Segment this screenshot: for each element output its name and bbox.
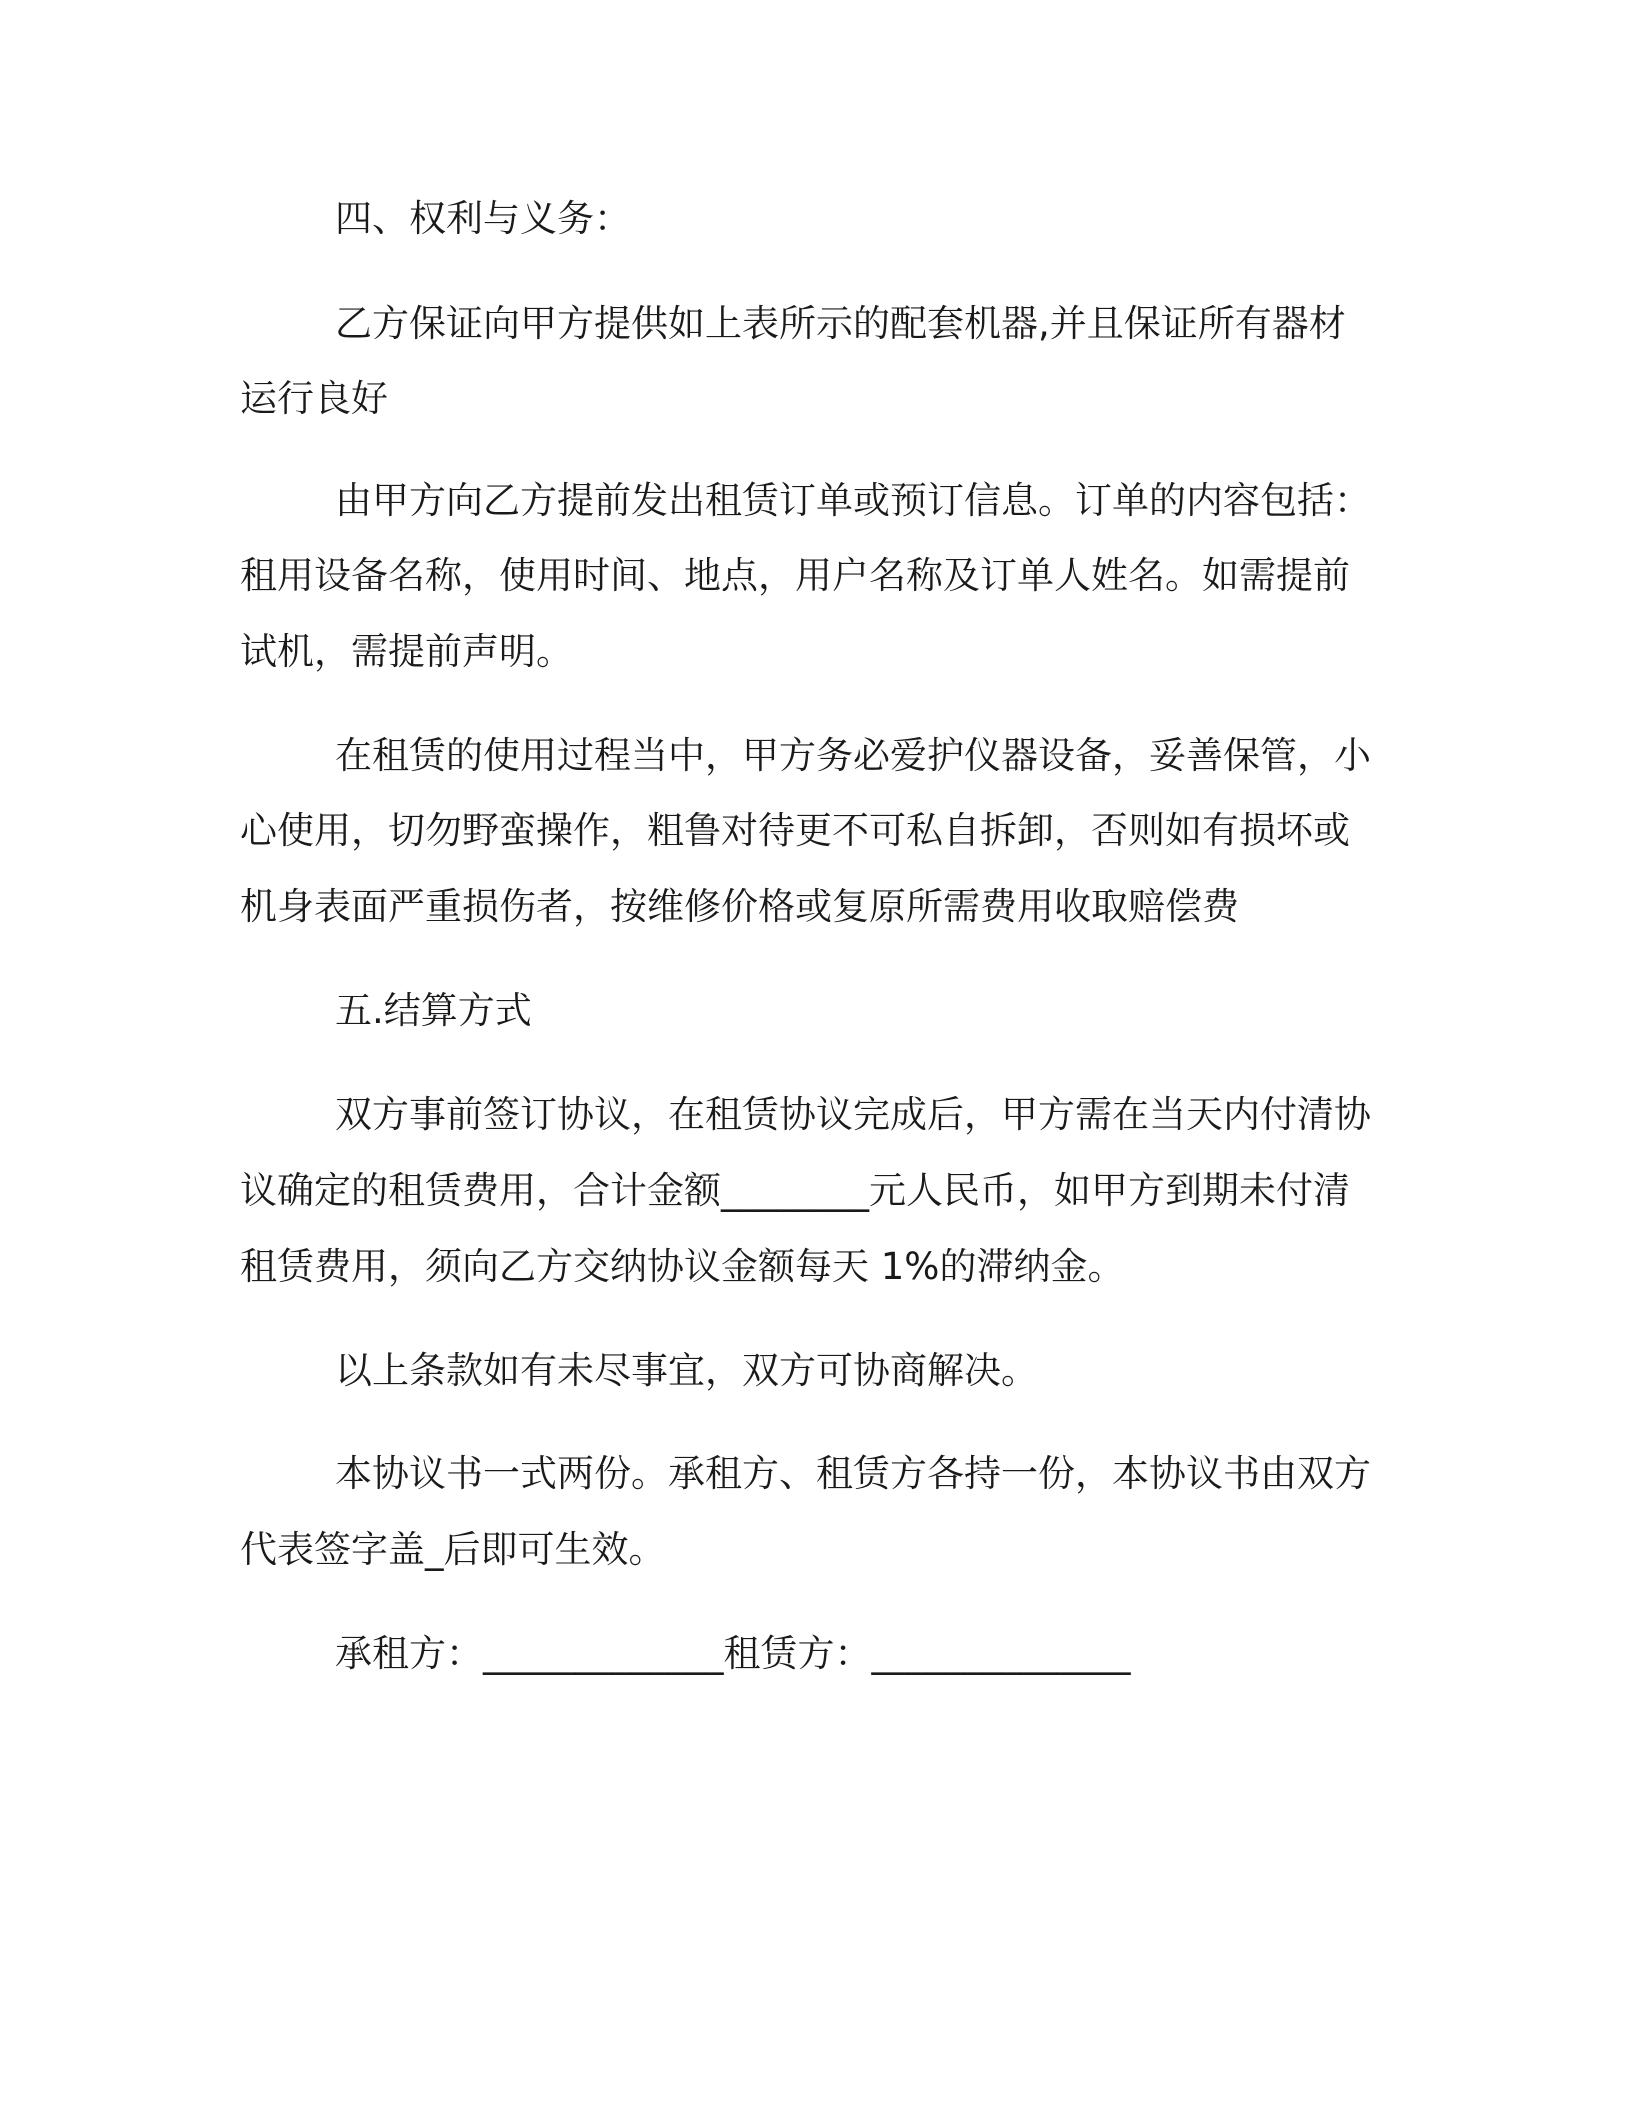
- paragraph-settlement-line2: 议确定的租赁费用，合计金额________元人民币，如甲方到期未付清: [240, 1169, 1350, 1212]
- paragraph-order-info-line3: 试机，需提前声明。: [240, 630, 573, 673]
- paragraph-settlement-line3: 租赁费用，须向乙方交纳协议金额每天 1%的滞纳金。: [240, 1245, 1125, 1288]
- paragraph-order-info-line2: 租用设备名称，使用时间、地点，用户名称及订单人姓名。如需提前: [240, 554, 1350, 597]
- paragraph-equipment-guarantee-line2: 运行良好: [240, 377, 388, 420]
- paragraph-settlement-line1: 双方事前签订协议，在租赁协议完成后，甲方需在当天内付清协: [335, 1093, 1371, 1136]
- paragraph-unresolved-matters: 以上条款如有未尽事宜，双方可协商解决。: [335, 1349, 1038, 1392]
- paragraph-copies-line1: 本协议书一式两份。承租方、租赁方各持一份，本协议书由双方: [335, 1452, 1371, 1495]
- section-heading-settlement: 五.结算方式: [335, 989, 532, 1032]
- paragraph-care-of-equipment-line2: 心使用，切勿野蛮操作，粗鲁对待更不可私自拆卸，否则如有损坏或: [240, 809, 1350, 852]
- section-heading-rights-obligations: 四、权利与义务：: [335, 197, 631, 240]
- paragraph-equipment-guarantee-line1: 乙方保证向甲方提供如上表所示的配套机器,并且保证所有器材: [335, 302, 1346, 345]
- signature-line: 承租方：_____________租赁方：______________: [335, 1632, 1131, 1675]
- paragraph-order-info-line1: 由甲方向乙方提前发出租赁订单或预订信息。订单的内容包括：: [335, 479, 1371, 522]
- paragraph-care-of-equipment-line3: 机身表面严重损伤者，按维修价格或复原所需费用收取赔偿费: [240, 885, 1239, 928]
- paragraph-copies-line2: 代表签字盖_后即可生效。: [240, 1528, 666, 1571]
- paragraph-care-of-equipment-line1: 在租赁的使用过程当中，甲方务必爱护仪器设备，妥善保管，小: [335, 734, 1371, 777]
